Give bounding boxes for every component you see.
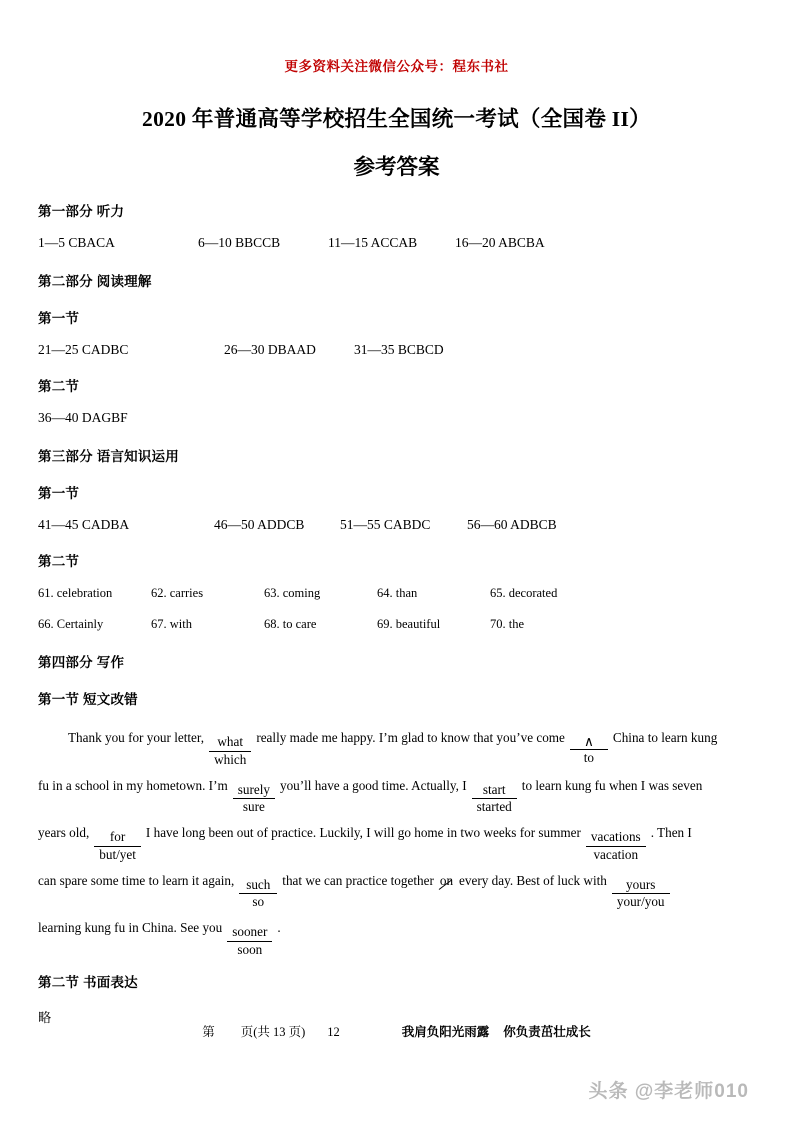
correction-original: surely (237, 781, 270, 797)
fill-blank-item: 65. decorated (490, 586, 558, 600)
answer-group: 21—25 CADBC (38, 342, 129, 357)
correction-fixed: but/yet (99, 846, 136, 862)
answer-group: 1—5 CBACA (38, 235, 115, 250)
correction-fixed: vacation (593, 846, 639, 862)
passage-text: Thank you for your letter, (68, 730, 205, 745)
error-correction-passage (38, 730, 755, 957)
answer-group: 11—15 ACCAB (328, 235, 418, 250)
part4-section2-body: 略 (38, 1009, 52, 1025)
passage-line-3 (38, 825, 755, 862)
fill-blank-row-1 (38, 586, 755, 601)
passage-text: fu in a school in my hometown. I’m (38, 777, 228, 793)
passage-text: China to learn kung (612, 730, 718, 745)
answer-row-listening (38, 235, 755, 251)
footer-page-number: 12 (327, 1025, 340, 1039)
subsection-label-part4-2: 第二节 书面表达 (38, 974, 138, 990)
correction-sooner-soon (227, 925, 272, 958)
passage-text: you’ll have a good time. Actually, I (279, 777, 467, 793)
fill-blank-item: 63. coming (264, 586, 321, 600)
correction-fixed: soon (237, 941, 263, 957)
subsection-label-part3-1: 第一节 (38, 486, 80, 501)
answer-group: 56—60 ADBCB (467, 517, 557, 532)
answer-group: 26—30 DBAAD (224, 342, 316, 357)
correction-surely-sure (233, 783, 275, 816)
passage-text: that we can practice together (282, 872, 434, 888)
correction-what-which (209, 735, 251, 768)
watermark: 头条 @李老师010 (588, 1081, 749, 1102)
correction-fixed: sure (242, 799, 265, 815)
answer-row-reading-2 (38, 410, 755, 426)
section-heading-part2: 第二部分 阅读理解 (38, 274, 152, 289)
correction-original: such (246, 876, 271, 892)
correction-fixed: which (214, 751, 247, 767)
answer-group: 6—10 BBCCB (198, 235, 281, 250)
correction-vacations-vacation (586, 830, 646, 863)
correction-original: yours (626, 876, 656, 892)
passage-text: learning kung fu in China. See you (38, 920, 223, 936)
passage-line-4 (38, 872, 755, 910)
subsection-label-part2-1: 第一节 (38, 311, 80, 326)
passage-line-5 (38, 920, 755, 957)
correction-original: start (482, 781, 506, 797)
passage-text: to learn kung fu when I was seven (521, 777, 703, 793)
footer-slogan-part2: 你负责茁壮成长 (503, 1025, 591, 1039)
answer-group: 46—50 ADDCB (214, 517, 305, 532)
correction-fixed: to (583, 750, 595, 766)
passage-text: every day. Best of luck with (459, 872, 607, 888)
subsection-label-part3-2: 第二节 (38, 554, 80, 569)
fill-blank-row-2 (38, 617, 755, 632)
correction-for-butyet (94, 830, 141, 863)
footer-page-suffix: 页(共 13 页) (240, 1025, 306, 1039)
footer-slogan (402, 1022, 591, 1040)
fill-blank-item: 67. with (151, 617, 192, 631)
fill-blank-item: 62. carries (151, 586, 204, 600)
passage-line-2 (38, 777, 755, 815)
correction-fixed: your/you (616, 894, 665, 910)
fill-blank-item: 61. celebration (38, 586, 113, 600)
footer-slogan-part1: 我肩负阳光雨露 (401, 1025, 490, 1039)
answer-group: 31—35 BCBCD (354, 342, 444, 357)
correction-fixed: so (252, 894, 265, 910)
page-subtitle: 参考答案 (353, 155, 440, 179)
passage-text: I have long been out of practice. Luckily, I will go home in two weeks for summer (145, 825, 581, 841)
passage-text: . Then I (650, 825, 692, 841)
fill-blank-item: 70. the (490, 617, 525, 631)
answer-group: 41—45 CADBA (38, 517, 130, 532)
page-footer (0, 1022, 793, 1040)
correction-such-so (239, 878, 277, 911)
answer-row-reading-1 (38, 342, 755, 358)
correction-insert-to (570, 735, 608, 766)
footer-page-label (202, 1022, 305, 1040)
answer-row-cloze (38, 517, 755, 533)
caret-insert-icon: ∧ (583, 733, 594, 749)
fill-blank-item: 64. than (377, 586, 418, 600)
subsection-label-part2-2: 第二节 (38, 379, 80, 394)
correction-original: for (109, 829, 126, 845)
correction-yours-youryou (612, 878, 670, 911)
passage-text: can spare some time to learn it again, (38, 872, 235, 888)
passage-text: years old, (38, 825, 90, 841)
answer-group: 51—55 CABDC (340, 517, 431, 532)
section-heading-part4: 第四部分 写作 (38, 655, 125, 670)
correction-original: what (217, 733, 244, 749)
correction-original: sooner (232, 924, 268, 940)
page-title: 2020 年普通高等学校招生全国统一考试（全国卷 II） (142, 107, 651, 131)
passage-line-1 (38, 730, 755, 767)
section-heading-part3: 第三部分 语言知识运用 (38, 449, 179, 464)
footer-page-prefix: 第 (202, 1025, 215, 1039)
correction-fixed: started (476, 799, 512, 815)
passage-text: really made me happy. I’m glad to know that you’ve come (256, 730, 565, 745)
fill-blank-item: 69. beautiful (377, 617, 441, 631)
answer-group: 16—20 ABCBA (455, 235, 545, 250)
section-heading-part1: 第一部分 听力 (38, 204, 125, 219)
promo-header: 更多资料关注微信公众号：程东书社 (284, 59, 509, 74)
passage-text: . (277, 920, 281, 936)
fill-blank-item: 66. Certainly (38, 617, 104, 631)
correction-original: vacations (590, 829, 641, 845)
answer-group: 36—40 DAGBF (38, 410, 128, 425)
correction-start-started (472, 783, 517, 816)
fill-blank-item: 68. to care (264, 617, 317, 631)
deletion-mark-on: on (439, 872, 454, 888)
subsection-label-part4-1: 第一节 短文改错 (38, 692, 138, 707)
